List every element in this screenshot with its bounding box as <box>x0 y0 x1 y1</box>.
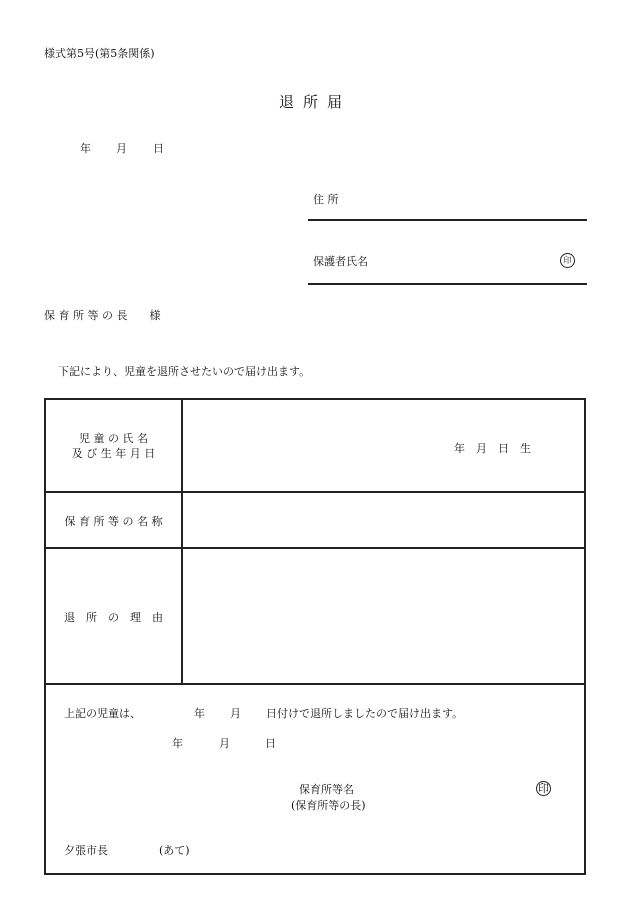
facility-label: 保 育 所 等 の 名 称 <box>64 515 163 528</box>
submission-date <box>80 140 164 156</box>
confirm-date-day: 日 <box>265 737 276 750</box>
withdrawal-form-table <box>44 398 586 875</box>
birth-date-suffix: 年 月 日 生 <box>454 442 531 455</box>
form-number: 様式第5号(第5条関係) <box>44 47 155 60</box>
confirm-year-label: 年 <box>194 707 205 720</box>
guardian-name-label: 保護者氏名 <box>313 255 368 268</box>
confirm-date-month: 月 <box>219 737 230 750</box>
recipient-note: (あて) <box>159 844 190 857</box>
seal-icon: 印 <box>538 782 549 795</box>
recipient: 夕張市長 <box>64 844 108 857</box>
address-label: 住 所 <box>313 193 339 206</box>
address-line[interactable] <box>308 219 587 221</box>
date-month-label: 月 <box>116 142 127 155</box>
addressee: 保 育 所 等 の 長 様 <box>44 309 161 322</box>
date-year-label: 年 <box>80 142 91 155</box>
child-label-line2: 及 び 生 年 月 日 <box>71 447 156 460</box>
child-row <box>46 400 584 492</box>
reason-row <box>46 547 584 684</box>
confirmation-row <box>46 683 584 875</box>
child-label-line1: 児 童 の 氏 名 <box>79 432 148 445</box>
child-label <box>46 431 181 461</box>
intro-text: 下記により、児童を退所させたいので届け出ます。 <box>58 365 311 378</box>
confirm-date-year: 年 <box>172 737 183 750</box>
facility-head-line: (保育所等の長) <box>291 799 366 812</box>
facility-name-line: 保育所等名 <box>299 783 354 796</box>
guardian-name-line[interactable] <box>308 283 587 285</box>
confirm-suffix: 日付けで退所しましたので届け出ます。 <box>266 707 464 720</box>
document-title: 退所届 <box>278 93 351 111</box>
confirm-prefix: 上記の児童は、 <box>64 707 141 720</box>
confirm-month-label: 月 <box>230 707 241 720</box>
facility-row <box>46 491 584 548</box>
date-day-label: 日 <box>153 142 164 155</box>
seal-icon: 印 <box>560 253 575 268</box>
reason-label: 退 所 の 理 由 <box>64 611 163 624</box>
